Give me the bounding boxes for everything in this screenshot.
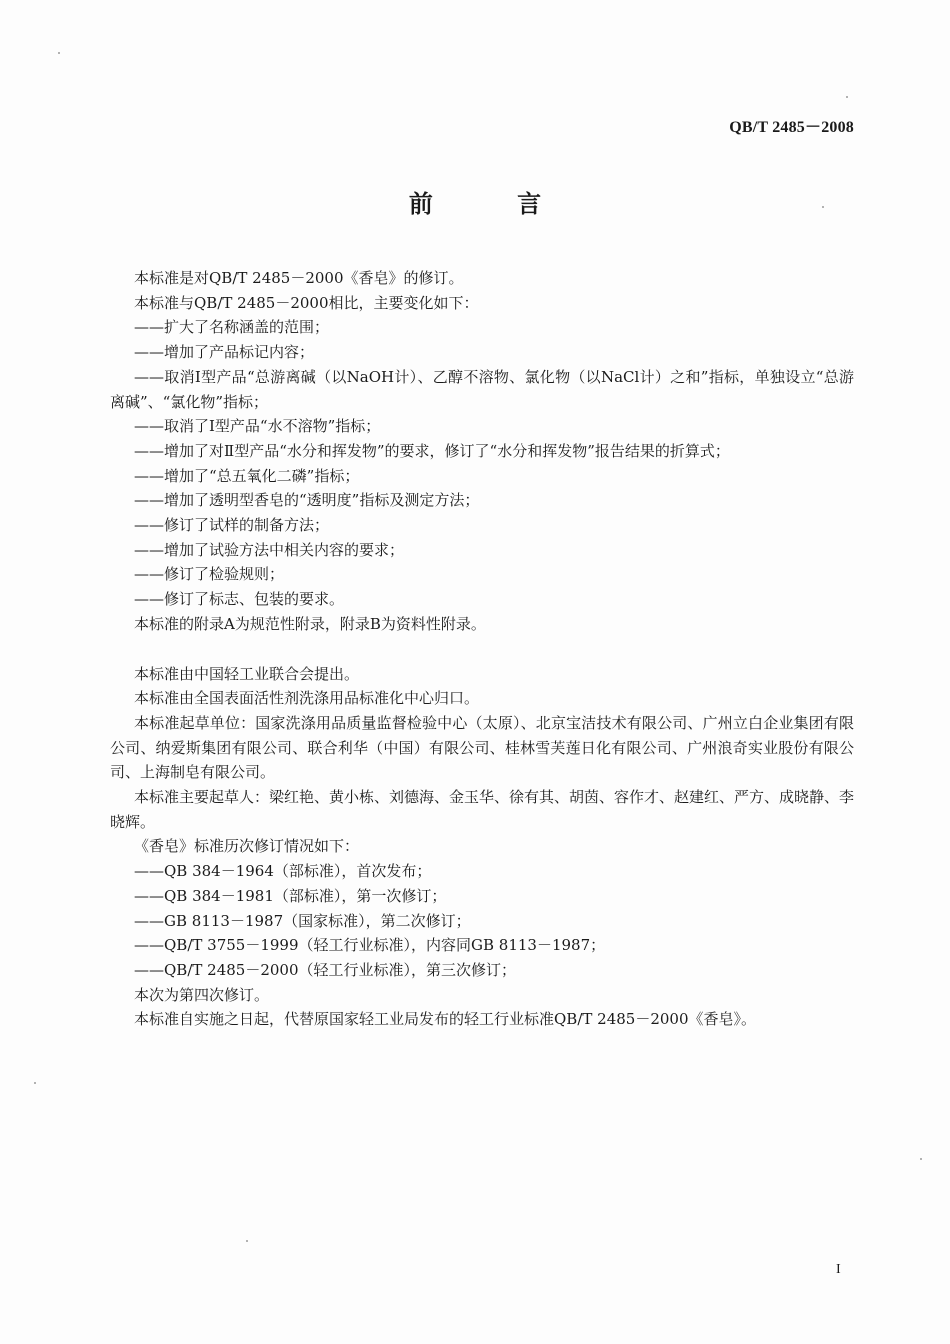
paragraph: 本标准与QB/T 2485－2000相比，主要变化如下： — [134, 293, 479, 312]
change-list-item: ——增加了试验方法中相关内容的要求； — [134, 540, 405, 559]
change-list-item: ——修订了标志、包装的要求。 — [134, 590, 345, 609]
change-list-item: ——扩大了名称涵盖的范围； — [134, 318, 330, 337]
change-list-item: ——修订了试样的制备方法； — [134, 516, 330, 535]
scan-speck — [920, 1158, 922, 1160]
scan-speck — [846, 96, 848, 98]
history-list-item: ——QB/T 2485－2000（轻工行业标准），第三次修订； — [134, 960, 516, 979]
foreword-body — [110, 266, 854, 1032]
change-list-item: ——增加了透明型香皂的“透明度”指标及测定方法； — [134, 491, 480, 510]
change-list-item: ——增加了产品标记内容； — [134, 343, 315, 362]
paragraph: 本标准起草单位：国家洗涤用品质量监督检验中心（太原）、北京宝洁技术有限公司、广州立白企业集团有限公司、纳爱斯集团有限公司、联合利华（中国）有限公司、桂林雪芙莲日化有限公司、广州浪奇实业股份有限公司、上海制皂有限公司。 — [110, 713, 854, 782]
paragraph: 本标准是对QB/T 2485－2000《香皂》的修订。 — [134, 269, 464, 287]
paragraph: 本标准自实施之日起，代替原国家轻工业局发布的轻工行业标准QB/T 2485－2000《香皂》。 — [134, 1010, 756, 1029]
history-list-item: ——QB/T 3755－1999（轻工行业标准），内容同GB 8113－1987； — [134, 936, 606, 955]
scan-speck — [822, 206, 824, 208]
scan-speck — [58, 52, 60, 54]
paragraph: 本标准的附录A为规范性附录，附录B为资料性附录。 — [134, 614, 486, 633]
scan-speck — [34, 1082, 36, 1084]
change-list-item: ——取消了Ⅰ型产品“水不溶物”指标； — [134, 417, 381, 436]
paragraph: 本次为第四次修订。 — [134, 985, 270, 1004]
paragraph-gap — [110, 637, 854, 662]
paragraph: 本标准由全国表面活性剂洗涤用品标准化中心归口。 — [134, 689, 480, 708]
page-title: 前 言 — [408, 190, 580, 218]
history-list-item: ——QB 384－1981（部标准），第一次修订； — [134, 886, 447, 905]
change-list-item: ——取消Ⅰ型产品“总游离碱（以NaOH计）、乙醇不溶物、氯化物（以NaCl计）之和”指标，单独设立“总游离碱”、“氯化物”指标； — [110, 367, 854, 411]
change-list-item: ——修订了检验规则； — [134, 565, 285, 584]
paragraph: 本标准由中国轻工业联合会提出。 — [134, 664, 360, 683]
change-list-item: ——增加了“总五氧化二磷”指标； — [134, 466, 360, 485]
page-number: I — [836, 1262, 841, 1277]
change-list-item: ——增加了对Ⅱ型产品“水分和挥发物”的要求，修订了“水分和挥发物”报告结果的折算式； — [134, 441, 730, 460]
paragraph: 本标准主要起草人：梁红艳、黄小栋、刘德海、金玉华、徐有其、胡茵、容作才、赵建红、严方、成晓静、李晓辉。 — [110, 788, 855, 831]
history-list-item: ——GB 8113－1987（国家标准），第二次修订； — [134, 911, 471, 930]
standard-code: QB/T 2485－2008 — [729, 119, 854, 136]
scan-speck — [246, 1240, 248, 1242]
paragraph: 《香皂》标准历次修订情况如下： — [134, 837, 360, 856]
history-list-item: ——QB 384－1964（部标准），首次发布； — [134, 862, 432, 881]
